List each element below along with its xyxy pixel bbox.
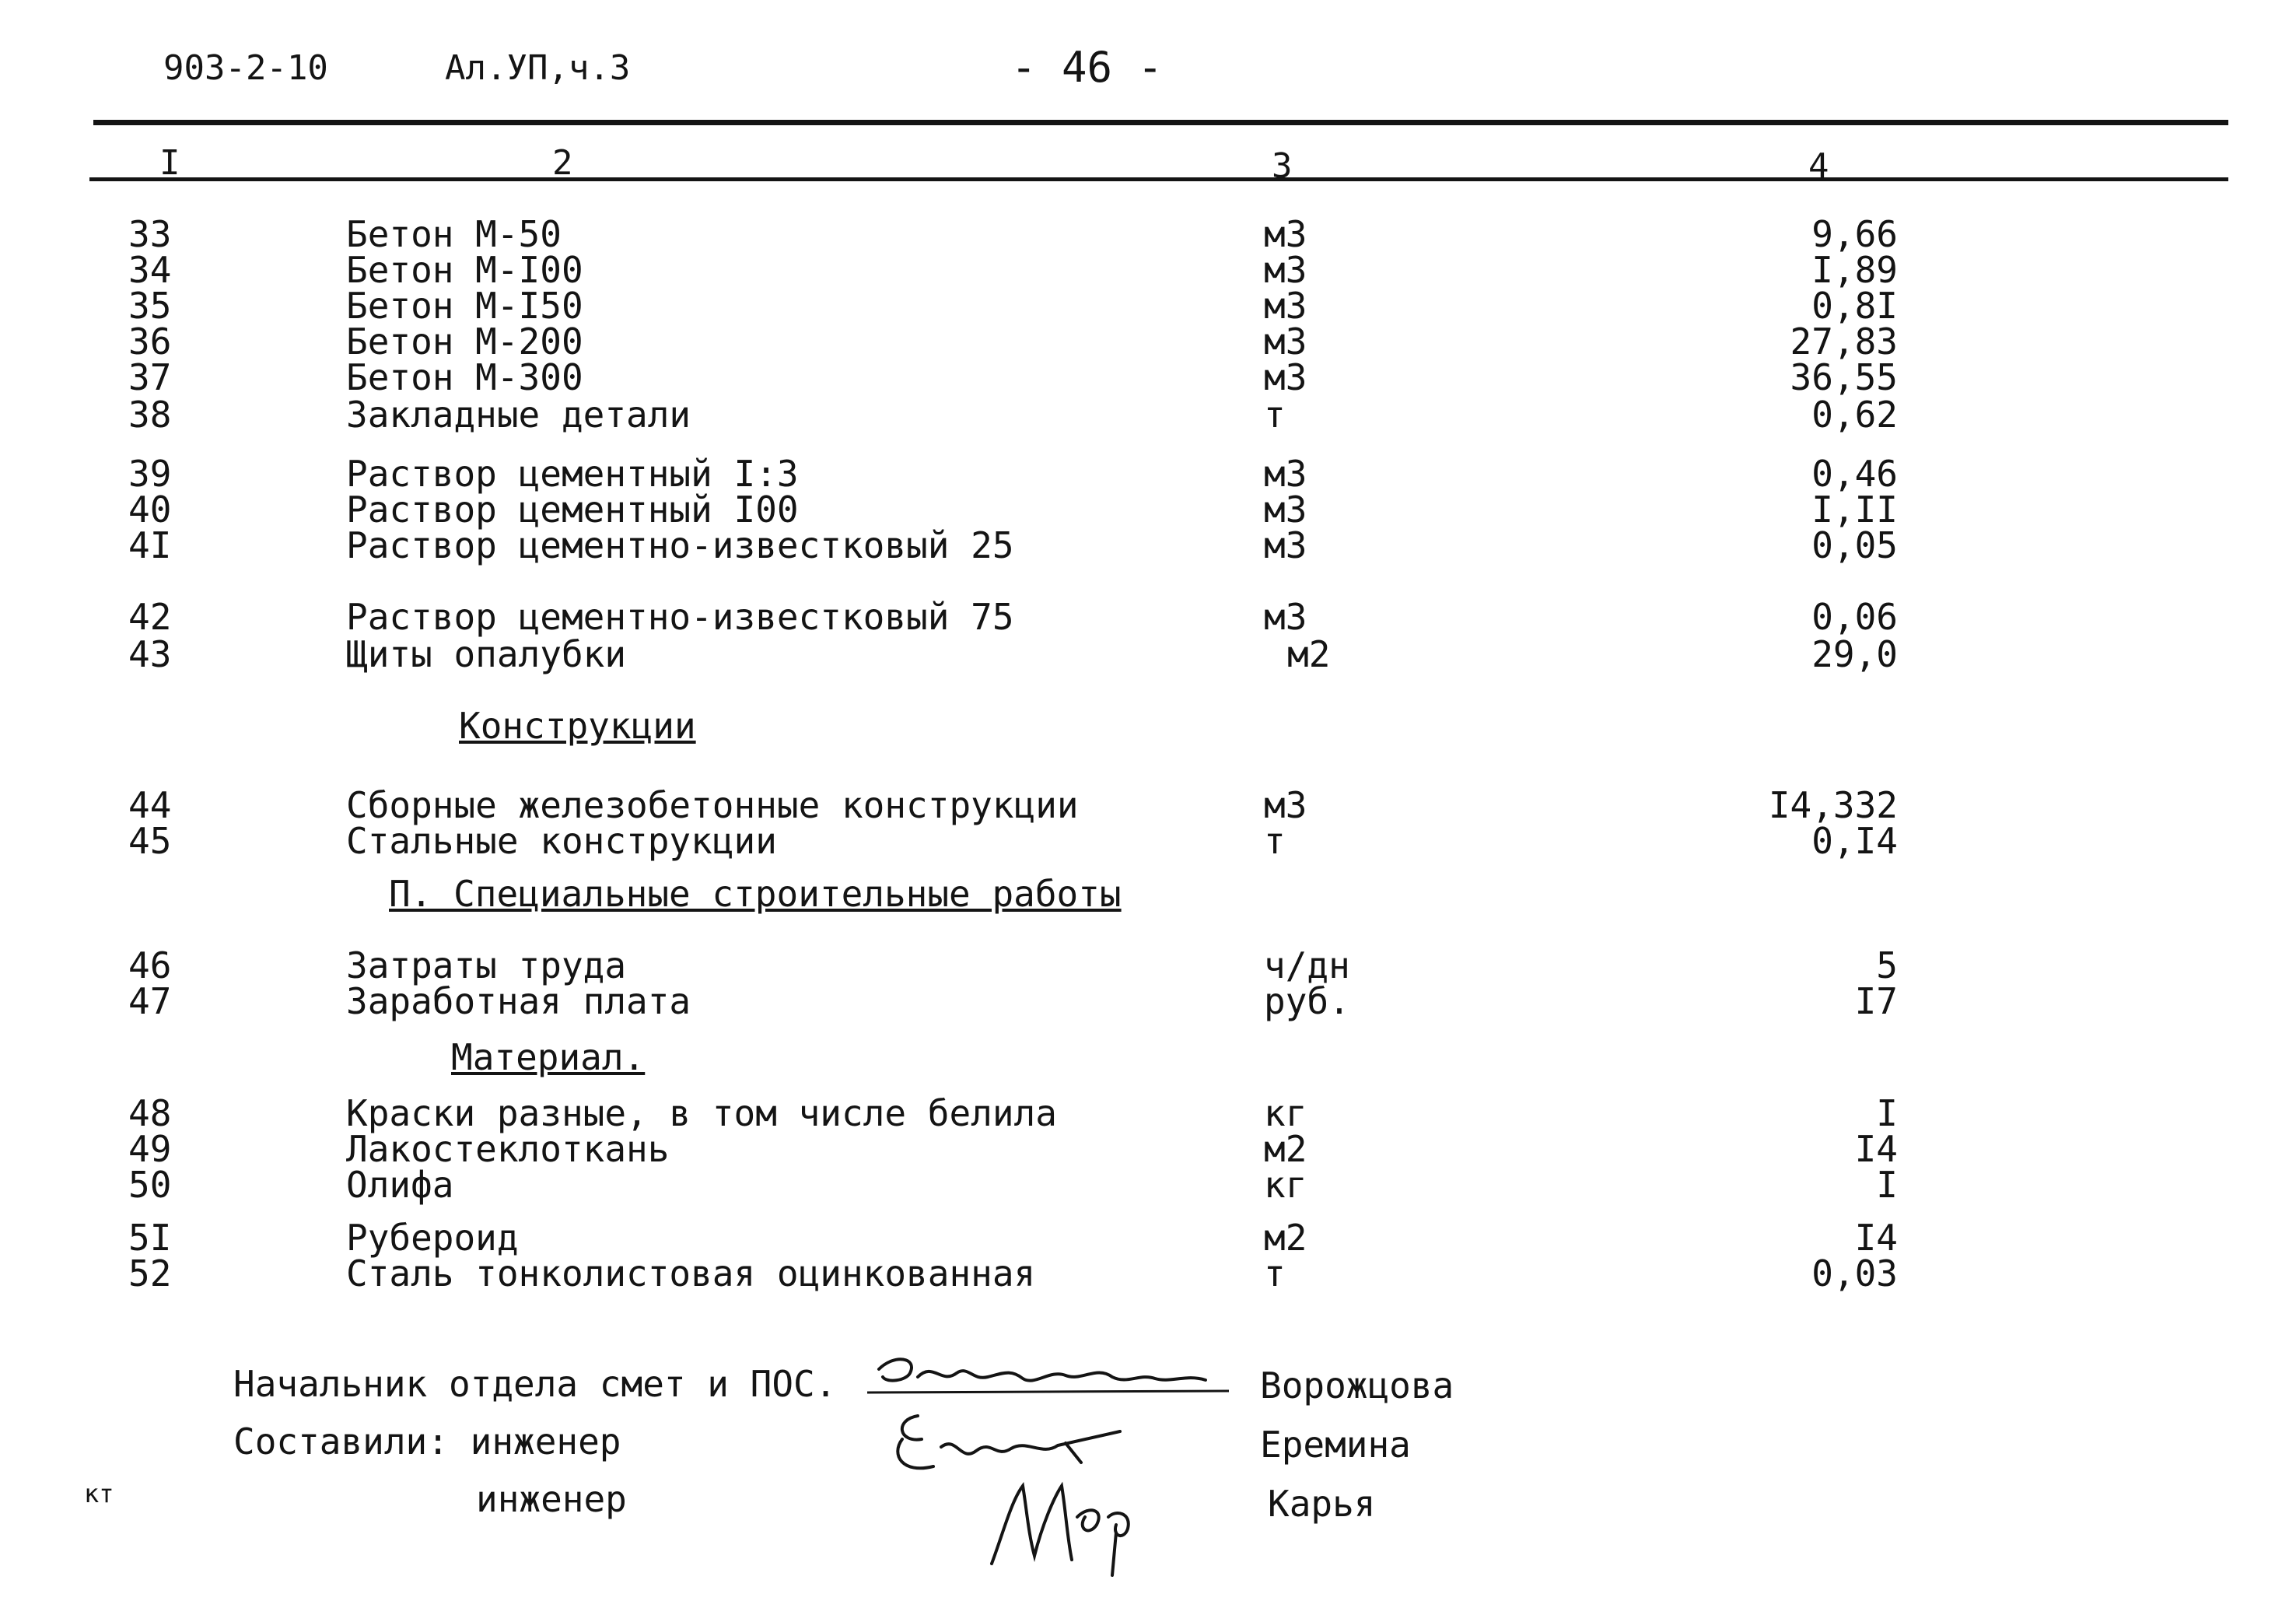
compiled-label: Составили: инженер xyxy=(233,1421,621,1463)
row-quantity: 36,55 xyxy=(1790,356,1898,398)
row-number: 44 xyxy=(128,784,172,826)
page-number: - 46 - xyxy=(1011,43,1164,92)
section-heading-special-works: П. Специальные строительные работы xyxy=(389,873,1122,915)
margin-mark: кт xyxy=(84,1479,114,1508)
row-number: 4I xyxy=(128,524,172,566)
row-unit: м3 xyxy=(1264,356,1307,398)
row-name: Олифа xyxy=(346,1164,454,1206)
row-number: 38 xyxy=(128,394,172,436)
row-quantity: 9,66 xyxy=(1811,213,1898,255)
row-quantity: I4,332 xyxy=(1768,784,1898,826)
row-name: Стальные конструкции xyxy=(346,820,777,862)
row-unit: м3 xyxy=(1264,285,1307,327)
chief-name: Ворожцова xyxy=(1260,1365,1454,1407)
row-name: Раствор цементно-известковый 75 xyxy=(346,596,1014,638)
row-quantity: 27,83 xyxy=(1790,321,1898,363)
row-number: 46 xyxy=(128,944,172,986)
row-number: 48 xyxy=(128,1092,172,1134)
row-quantity: I4 xyxy=(1854,1217,1898,1259)
row-unit: т xyxy=(1264,1252,1286,1294)
row-name: Бетон М-50 xyxy=(346,213,562,255)
row-unit: м3 xyxy=(1264,249,1307,291)
row-name: Лакостеклоткань xyxy=(346,1128,670,1170)
engineer-name: Карья xyxy=(1268,1483,1376,1525)
row-number: 43 xyxy=(128,633,172,675)
row-name: Бетон М-I50 xyxy=(346,285,583,327)
row-name: Щиты опалубки xyxy=(346,633,627,675)
row-unit: м3 xyxy=(1264,213,1307,255)
row-number: 45 xyxy=(128,820,172,862)
section-heading-constructions: Конструкции xyxy=(459,705,696,747)
row-quantity: 0,62 xyxy=(1811,394,1898,436)
row-unit: кг xyxy=(1264,1164,1307,1206)
row-unit: руб. xyxy=(1264,980,1350,1022)
row-name: Сталь тонколистовая оцинкованная xyxy=(346,1252,1036,1294)
row-name: Сборные железобетонные конструкции xyxy=(346,784,1079,826)
engineer-signature-2 xyxy=(980,1463,1151,1579)
column-header-rule xyxy=(89,177,2228,181)
row-number: 35 xyxy=(128,285,172,327)
row-unit: м3 xyxy=(1264,489,1307,531)
row-number: 34 xyxy=(128,249,172,291)
row-quantity: 29,0 xyxy=(1811,633,1898,675)
row-number: 39 xyxy=(128,453,172,495)
row-name: Бетон М-300 xyxy=(346,356,583,398)
row-quantity: I7 xyxy=(1854,980,1898,1022)
row-number: 33 xyxy=(128,213,172,255)
top-rule xyxy=(93,120,2228,125)
row-name: Заработная плата xyxy=(346,980,691,1022)
row-quantity: 5 xyxy=(1876,944,1898,986)
album-reference: Ал.УП,ч.3 xyxy=(445,48,631,88)
row-name: Раствор цементный I:3 xyxy=(346,453,799,495)
row-unit: м3 xyxy=(1264,784,1307,826)
row-unit: м3 xyxy=(1264,453,1307,495)
row-unit: м2 xyxy=(1264,1128,1307,1170)
row-quantity: 0,8I xyxy=(1811,285,1898,327)
row-unit: кг xyxy=(1264,1092,1307,1134)
engineer-label: инженер xyxy=(476,1478,627,1520)
column-header-2: 2 xyxy=(552,143,573,183)
row-number: 49 xyxy=(128,1128,172,1170)
doc-code: 903-2-10 xyxy=(163,48,328,88)
row-name: Раствор цементно-известковый 25 xyxy=(346,524,1014,566)
row-quantity: I,89 xyxy=(1811,249,1898,291)
row-number: 47 xyxy=(128,980,172,1022)
row-quantity: 0,I4 xyxy=(1811,820,1898,862)
row-unit: т xyxy=(1264,394,1286,436)
row-quantity: 0,06 xyxy=(1811,596,1898,638)
row-quantity: I xyxy=(1876,1092,1898,1134)
column-header-3: 3 xyxy=(1272,146,1293,186)
row-unit: м2 xyxy=(1264,1217,1307,1259)
row-unit: м3 xyxy=(1264,524,1307,566)
row-unit: т xyxy=(1264,820,1286,862)
column-header-4: 4 xyxy=(1808,146,1829,186)
row-name: Раствор цементный I00 xyxy=(346,489,799,531)
row-number: 52 xyxy=(128,1252,172,1294)
row-unit: м3 xyxy=(1264,596,1307,638)
row-quantity: 0,46 xyxy=(1811,453,1898,495)
row-quantity: 0,03 xyxy=(1811,1252,1898,1294)
row-quantity: I xyxy=(1876,1164,1898,1206)
row-number: 5I xyxy=(128,1217,172,1259)
row-name: Закладные детали xyxy=(346,394,691,436)
section-heading-materials: Материал. xyxy=(451,1036,646,1078)
row-quantity: 0,05 xyxy=(1811,524,1898,566)
row-name: Бетон М-200 xyxy=(346,321,583,363)
row-number: 37 xyxy=(128,356,172,398)
row-name: Затраты труда xyxy=(346,944,627,986)
row-number: 36 xyxy=(128,321,172,363)
row-number: 50 xyxy=(128,1164,172,1206)
row-name: Краски разные, в том числе белила xyxy=(346,1092,1057,1134)
compiled-name: Еремина xyxy=(1260,1424,1411,1466)
chief-label: Начальник отдела смет и ПОС. xyxy=(233,1363,837,1405)
chief-signature xyxy=(863,1346,1237,1408)
row-name: Бетон М-I00 xyxy=(346,249,583,291)
row-unit: м3 xyxy=(1264,321,1307,363)
row-unit: м2 xyxy=(1287,633,1331,675)
row-name: Рубероид xyxy=(346,1217,519,1259)
column-header-1: I xyxy=(159,143,180,183)
row-unit: ч/дн xyxy=(1264,944,1350,986)
row-quantity: I,II xyxy=(1811,489,1898,531)
row-quantity: I4 xyxy=(1854,1128,1898,1170)
row-number: 40 xyxy=(128,489,172,531)
row-number: 42 xyxy=(128,596,172,638)
